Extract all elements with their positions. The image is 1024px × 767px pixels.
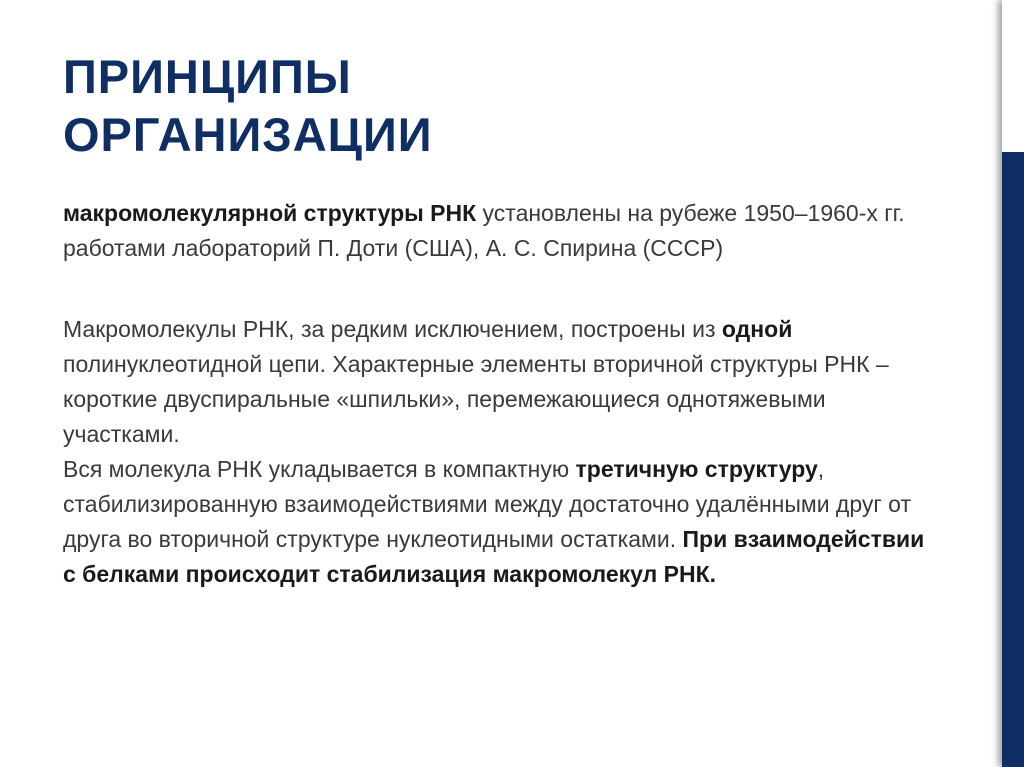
body-text <box>63 312 943 592</box>
slide-title-line-1: ПРИНЦИПЫ <box>63 50 352 103</box>
slide-title <box>63 48 963 164</box>
intro-text: установлены на рубеже 1950–1960-х гг. работами лабораторий П. Доти (США), А. С. Спирина (СССР) <box>63 200 905 261</box>
paragraph1-part1: Макромолекулы РНК, за редким исключением, построены из <box>63 316 722 342</box>
paragraph2-bold-conclusion: При взаимодействии с белками происходит стабилизация макромолекул РНК. <box>63 526 925 587</box>
slide-title-line-2: ОРГАНИЗАЦИИ <box>63 108 433 161</box>
paragraph-tertiary-structure <box>63 452 943 592</box>
paragraph1-part2: полинуклеотидной цепи. Характерные элементы вторичной структуры РНК – короткие двуспиральные «шпильки», перемежающиеся однотяжевыми участками. <box>63 351 889 447</box>
paragraph1-bold-one: одной <box>721 316 793 342</box>
paragraph2-part1: Вся молекула РНК укладывается в компактную <box>63 456 576 482</box>
paragraph-secondary-structure <box>63 312 943 452</box>
paragraph2-bold-tertiary: третичную структуру <box>575 456 818 482</box>
intro-bold-lead: макромолекулярной структуры РНК <box>63 200 477 226</box>
paragraph2-part2: , стабилизированную взаимодействиями между достаточно удалёнными друг от друга во вторичной структуре нуклеотидными остатками. <box>63 456 911 552</box>
intro-paragraph <box>63 196 943 266</box>
right-decorative-band <box>1002 0 1024 767</box>
right-accent-bar <box>1002 152 1024 767</box>
